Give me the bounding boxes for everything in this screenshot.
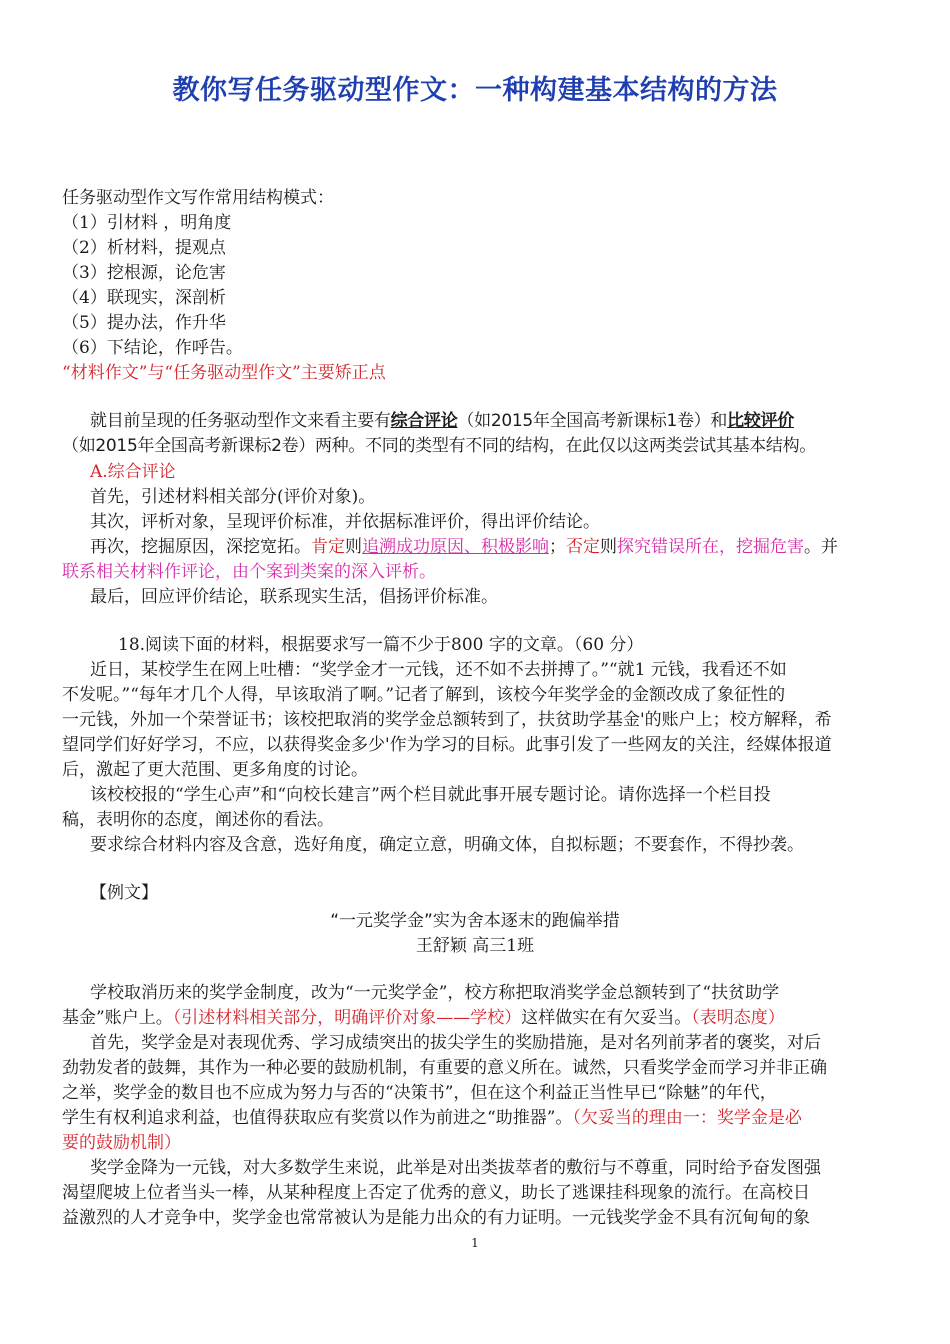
material-line: 一元钱，外加一个荣誉证书；该校把取消的奖学金总额转到了，扶贫助学基金'的账户上；校方解释，希: [62, 710, 832, 730]
structure-item: （6）下结论，作呼告。: [62, 338, 243, 358]
example-label: 【例文】: [90, 883, 158, 903]
section-a-step-4: 最后，回应评价结论，联系现实生活，倡扬评价标准。: [90, 587, 498, 607]
essay-annotation: （引述材料相关部分，明确评价对象——学校）: [172, 1008, 522, 1028]
structure-item: （4）联现实，深剖析: [62, 288, 226, 308]
essay-line: 渴望爬坡上位者当头一棒，从某种程度上否定了优秀的意义，助长了逃课挂科现象的流行。在高校日: [62, 1183, 810, 1203]
question-prompt: 18.阅读下面的材料，根据要求写一篇不少于800 字的文章。（60 分）: [118, 635, 644, 655]
structure-item: （1）引材料 ，明角度: [62, 213, 232, 233]
essay-author: 王舒颖 高三1班: [415, 936, 535, 956]
essay-title: “一元奖学金”实为舍本逐末的跑偏举措: [330, 911, 620, 931]
intro-line-2: （如2015年全国高考新课标2卷）两种。不同的类型有不同的结构，在此仅以这两类尝试其基本结构。: [62, 436, 816, 456]
structure-item: （2）析材料，提观点: [62, 238, 226, 258]
essay-line: [62, 1106, 802, 1130]
essay-text: 学生有权利追求利益，也值得获取应有奖赏以作为前进之“助推器”。: [62, 1108, 573, 1128]
material-line: 近日，某校学生在网上吐槽：“奖学金才一元钱，还不如不去拼搏了。”“就1 元钱，我看还不如: [90, 660, 787, 680]
essay-line: 益激烈的人才竞争中，奖学金也常常被认为是能力出众的有力证明。一元钱奖学金不具有沉甸甸的象: [62, 1208, 810, 1228]
step-highlight: 探究错误所在，挖掘危害: [617, 537, 804, 557]
essay-line: 劲勃发者的鼓舞，其作为一种必要的鼓励机制，有重要的意义所在。诚然，只看奖学金而学习并非正确: [62, 1058, 827, 1078]
step-text: 则: [345, 537, 362, 557]
term-comparative-evaluation: 比较评价: [727, 411, 794, 431]
essay-line: 奖学金降为一元钱，对大多数学生来说，此举是对出类拔萃者的敷衍与不尊重，同时给予奋发图强: [90, 1158, 821, 1178]
step-text: 则: [600, 537, 617, 557]
essay-text: 基金”账户上。: [62, 1008, 173, 1028]
material-line: 望同学们好好学习，不应，以获得奖金多少'作为学习的目标。此事引发了一些网友的关注，经媒体报道: [62, 735, 832, 755]
intro-text: （如2015年全国高考新课标1卷）和: [457, 411, 728, 431]
essay-annotation: （欠妥当的理由一：奖学金是必: [572, 1108, 802, 1128]
requirement-line: 要求综合材料内容及含意，选好角度，确定立意，明确文体，自拟标题；不要套作，不得抄袭。: [90, 835, 804, 855]
step-text: 肯定: [311, 537, 345, 557]
step-text: 否定: [566, 537, 600, 557]
essay-line: 首先，奖学金是对表现优秀、学习成绩突出的拔尖学生的奖励措施，是对名列前茅者的褒奖，对后: [90, 1033, 821, 1053]
section-a-label: A.综合评论: [90, 462, 176, 482]
intro-line-1: [90, 409, 794, 433]
step-text: 。并: [804, 537, 838, 557]
page-number: 1: [471, 1236, 479, 1250]
essay-line: 之举，奖学金的数目也不应成为努力与否的“决策书”，但在这个利益正当性早已“除魅”的年代，: [62, 1083, 777, 1103]
term-comprehensive-review: 综合评论: [390, 411, 458, 431]
material-line: 后，激起了更大范围、更多角度的讨论。: [62, 760, 368, 780]
task-line: 稿，表明你的态度，阐述你的看法。: [62, 810, 334, 830]
step-highlight: 追溯成功原因、积极影响: [362, 537, 549, 557]
section-red-heading: “材料作文”与“任务驱动型作文”主要矫正点: [62, 363, 386, 383]
document-title: 教你写任务驱动型作文：一种构建基本结构的方法: [172, 75, 778, 106]
structure-item: （3）挖根源，论危害: [62, 263, 226, 283]
section-a-step-1: 首先，引述材料相关部分(评价对象)。: [90, 487, 376, 507]
material-line: 不发呢。”“每年才几个人得，早该取消了啊。”记者了解到，该校今年奖学金的金额改成了象征性的: [62, 685, 786, 705]
task-line: 该校校报的“学生心声”和“向校长建言”两个栏目就此事开展专题讨论。请你选择一个栏目投: [90, 785, 771, 805]
structure-heading: 任务驱动型作文写作常用结构模式：: [62, 188, 334, 208]
section-a-step-2: 其次，评析对象，呈现评价标准，并依据标准评价，得出评价结论。: [90, 512, 600, 532]
structure-item: （5）提办法，作升华: [62, 313, 226, 333]
step-text: ；: [549, 537, 566, 557]
essay-line: 学校取消历来的奖学金制度，改为“一元奖学金”，校方称把取消奖学金总额转到了“扶贫助学: [90, 983, 780, 1003]
essay-line: [62, 1006, 785, 1030]
intro-text: 就目前呈现的任务驱动型作文来看主要有: [90, 411, 391, 431]
essay-annotation-line: 要的鼓励机制）: [62, 1133, 181, 1153]
step-text: 再次，挖掘原因，深挖宽拓。: [90, 537, 311, 557]
section-a-step-3-cont: 联系相关材料作评论，由个案到类案的深入评析。: [62, 562, 436, 582]
essay-text: 这样做实在有欠妥当。: [521, 1008, 692, 1028]
essay-annotation: （表明态度）: [691, 1008, 785, 1028]
section-a-step-3: [90, 535, 838, 559]
